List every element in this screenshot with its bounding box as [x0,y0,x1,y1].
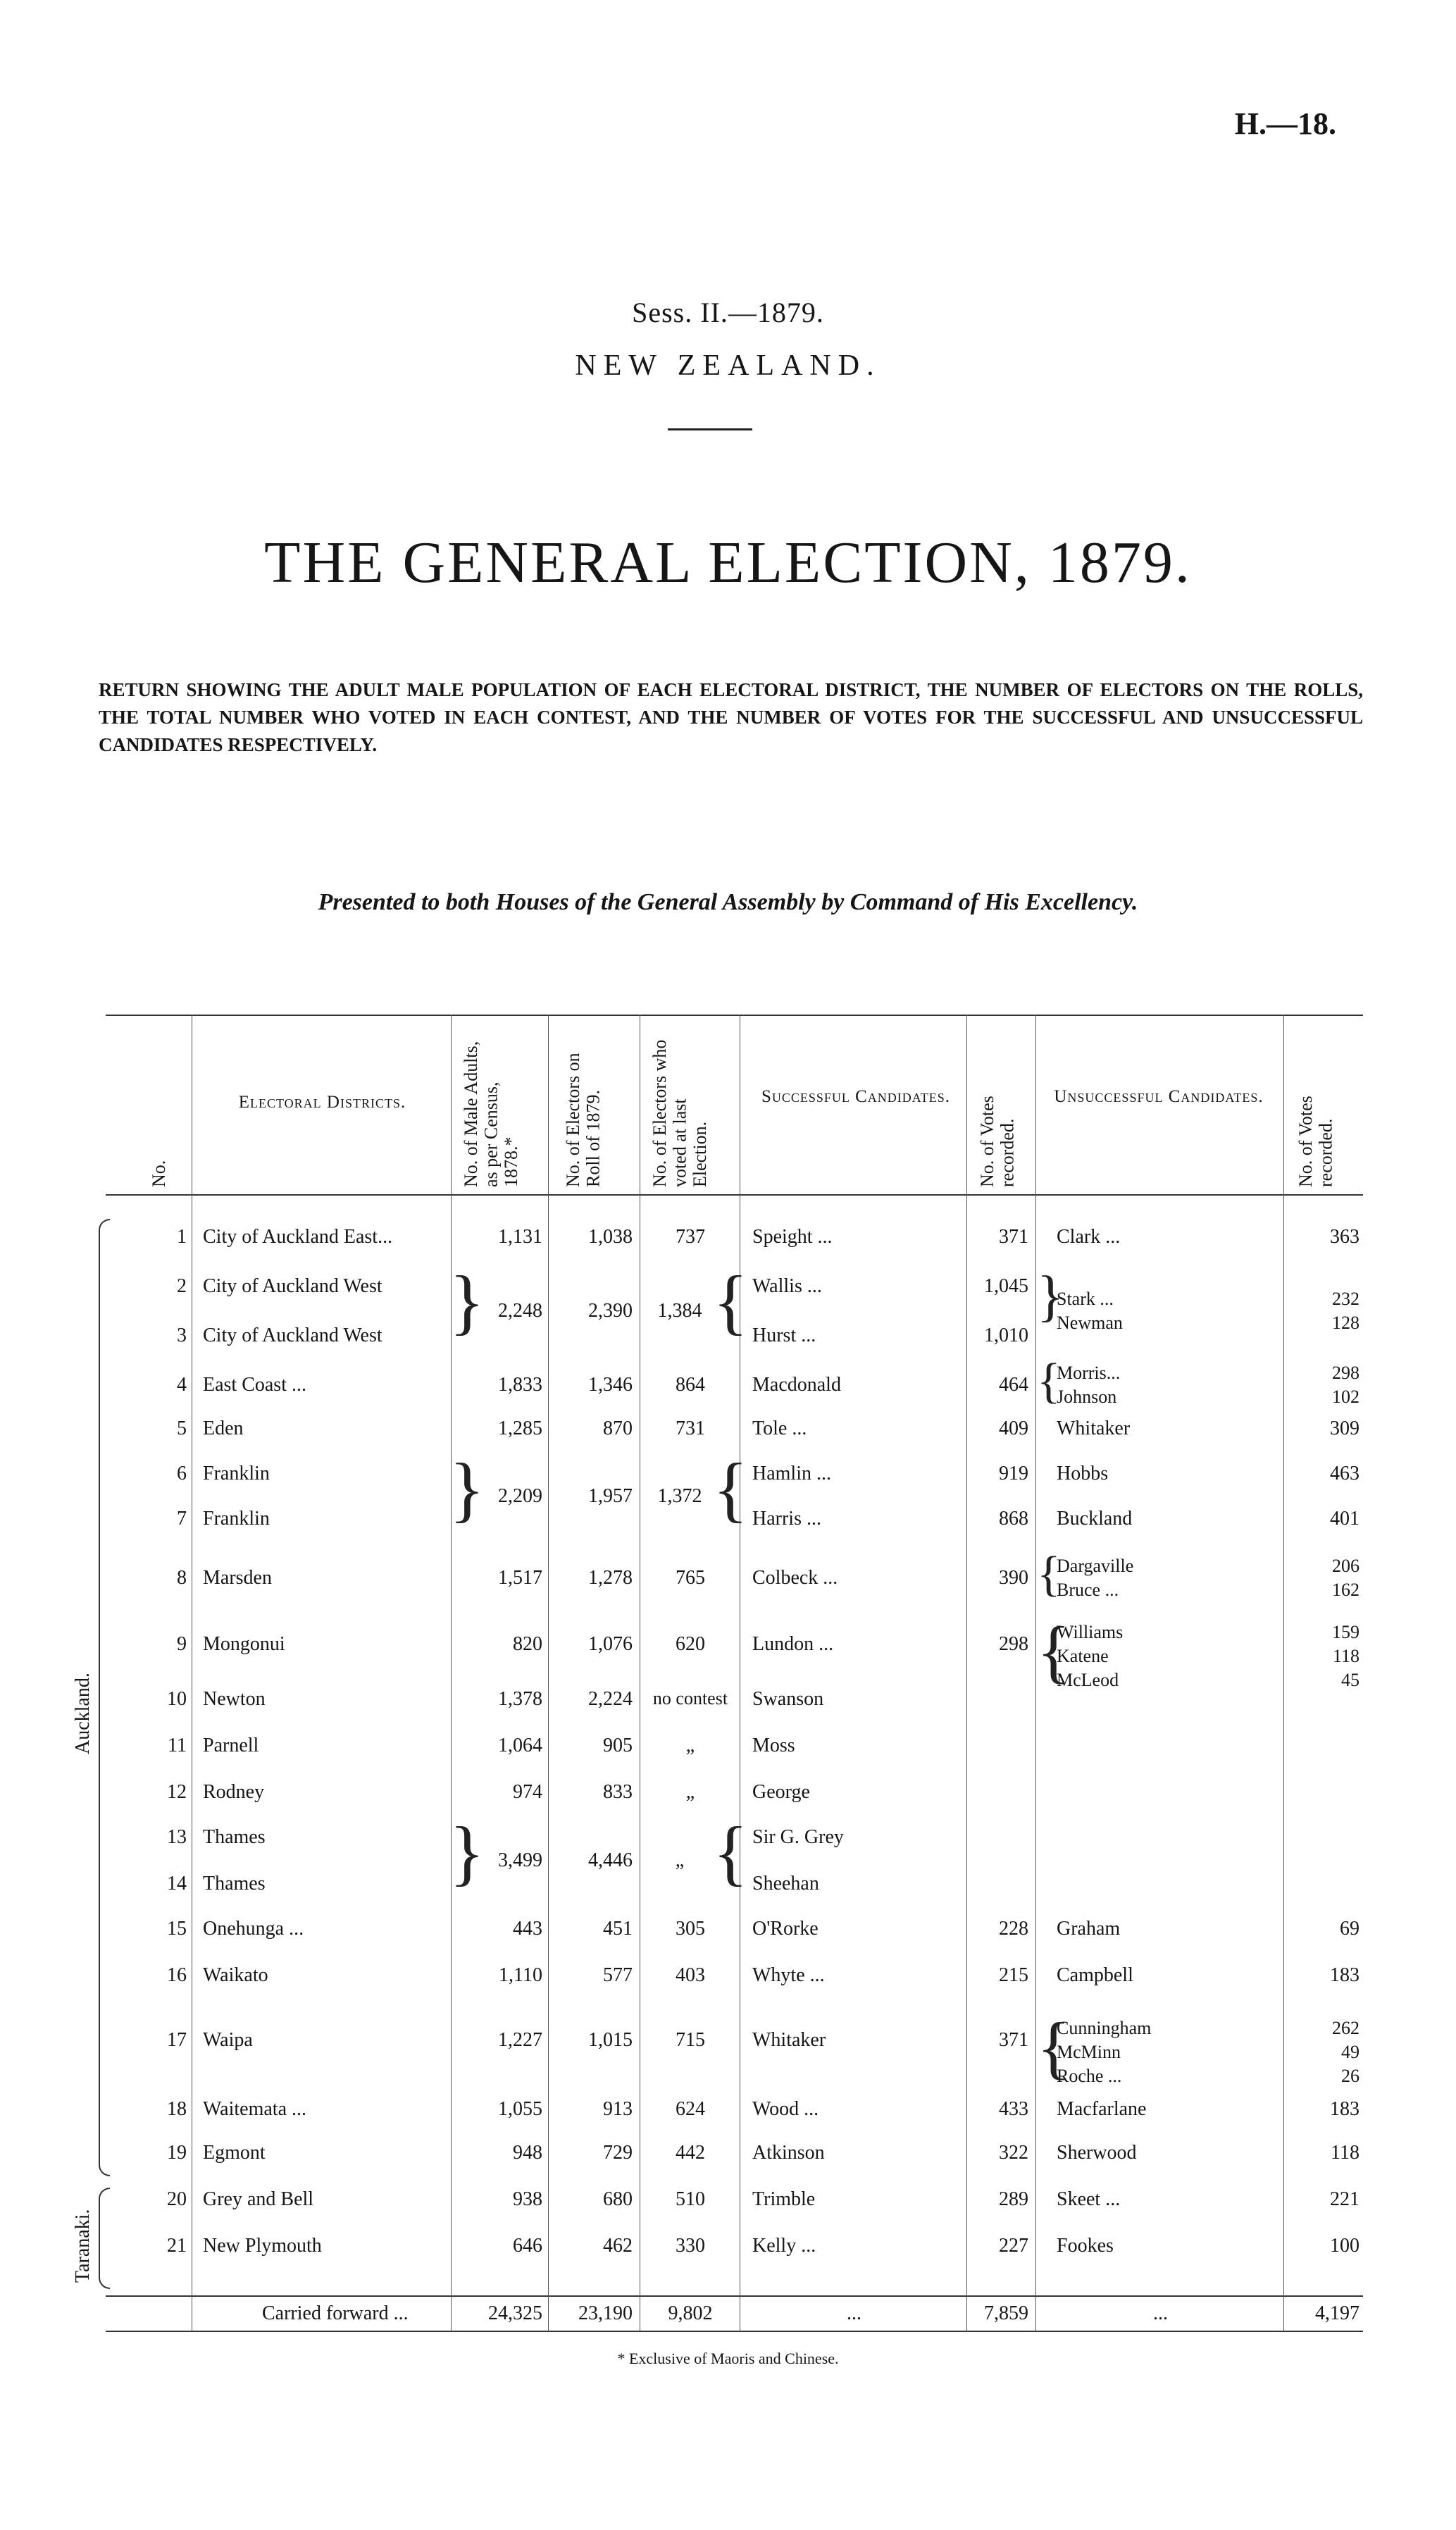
merge-brace: } [449,1261,485,1342]
presented-note: Presented to both Houses of the General Assembly by Command of His Excellency. [318,889,1138,915]
male-adults: 1,055 [498,2098,542,2120]
row-number: 11 [168,1735,187,1756]
electors-voted: 864 [676,1374,705,1396]
row-number: 14 [167,1873,187,1895]
totals-votes-unsuccessful: 4,197 [1315,2302,1359,2324]
electors-voted: „ [685,1735,695,1756]
district-name: Grey and Bell [203,2188,314,2210]
votes-unsuccessful: 69 [1340,1918,1359,1940]
header-rule [106,1194,1363,1196]
male-adults: 1,517 [498,1567,542,1589]
totals-roll: 23,190 [578,2302,633,2324]
successful-candidate: Swanson [752,1688,824,1710]
successful-candidate: Sir G. Grey [752,1826,844,1848]
votes-unsuccessful: 183 [1330,2098,1359,2120]
district-name: Onehunga ... [203,1918,304,1940]
male-adults: 820 [513,1633,542,1655]
electors-on-roll: 451 [603,1918,633,1940]
male-adults: 1,064 [498,1735,542,1756]
electors-voted: 1,372 [657,1485,702,1507]
male-adults: 1,227 [498,2029,542,2051]
district-name: East Coast ... [203,1374,306,1396]
totals-unsuccessful: ... [1153,2302,1168,2324]
electors-voted: 765 [676,1567,705,1589]
male-adults: 948 [513,2142,542,2164]
votes-successful: 1,045 [984,1275,1028,1297]
electors-on-roll: 913 [603,2098,633,2120]
unsuccessful-candidate: Clark ... [1057,1226,1121,1248]
header-votes-successful: No. of Votes recorded. [977,1096,1018,1187]
header-votes-unsuccessful: No. of Votes recorded. [1295,1096,1336,1187]
header-unsuccessful: Unsuccessful Candidates. [1054,1087,1264,1106]
unsuccessful-candidate: Sherwood [1057,2142,1137,2164]
merge-brace: { [713,1261,748,1342]
electors-on-roll: 870 [603,1418,633,1439]
electors-voted: 305 [676,1918,705,1940]
row-number: 1 [177,1226,187,1248]
row-number: 12 [167,1781,187,1803]
col-divider [1283,1015,1284,2332]
electors-on-roll: 905 [603,1735,633,1756]
successful-candidate: Tole ... [752,1418,807,1439]
row-number: 13 [167,1826,187,1848]
votes-successful: 1,010 [984,1325,1028,1346]
district-name: Parnell [203,1735,259,1756]
male-adults: 3,499 [498,1849,542,1871]
votes-unsuccessful: 100 [1330,2235,1359,2257]
totals-votes-successful: 7,859 [984,2302,1028,2324]
electors-on-roll: 1,038 [588,1226,633,1248]
votes-successful: 433 [999,2098,1028,2120]
table-bottom-rule [106,2331,1363,2332]
footnote: * Exclusive of Maoris and Chinese. [617,2350,839,2367]
region-bracket-taranaki [99,2188,110,2289]
unsuccessful-candidate: McLeod [1057,1670,1119,1690]
row-number: 10 [167,1688,187,1710]
totals-voted: 9,802 [668,2302,713,2324]
page-title: THE GENERAL ELECTION, 1879. [264,530,1192,595]
district-name: Waitemata ... [203,2098,307,2120]
unsuccessful-candidate: Hobbs [1057,1463,1109,1484]
electors-on-roll: 4,446 [588,1849,633,1871]
electors-voted: „ [685,1781,695,1803]
successful-candidate: Colbeck ... [752,1567,838,1589]
votes-unsuccessful: 221 [1330,2188,1359,2210]
col-divider [1035,1015,1036,2332]
votes-successful: 227 [999,2235,1028,2257]
votes-successful: 868 [999,1508,1028,1530]
electors-on-roll: 1,957 [588,1485,633,1507]
unsuccessful-candidate: Katene [1057,1646,1109,1666]
votes-successful: 371 [999,1226,1028,1248]
candidate-brace: { [1037,1354,1061,1408]
votes-unsuccessful: 232 [1332,1289,1359,1309]
votes-unsuccessful: 363 [1330,1226,1359,1248]
successful-candidate: Wallis ... [752,1275,822,1297]
votes-successful: 215 [999,1964,1028,1986]
session-line: Sess. II.—1879. [632,297,824,328]
votes-successful: 390 [999,1567,1028,1589]
unsuccessful-candidate: Graham [1057,1918,1121,1940]
district-name: Franklin [203,1508,270,1530]
electors-voted: 403 [676,1964,705,1986]
electors-on-roll: 462 [603,2235,633,2257]
return-description: RETURN SHOWING THE ADULT MALE POPULATION OF EACH ELECTORAL DISTRICT, THE NUMBER OF ELECTORS ON THE ROLLS, THE TOTAL NUMBER WHO VOTED IN EACH CONTEST, AND THE NUMBER OF VOTES FOR THE SUCCESSFUL AND UNSUCCESSFUL CANDIDATES RESPECTIVELY. [99,679,1363,756]
district-name: Waipa [203,2029,253,2051]
totals-label: Carried forward ... [262,2302,409,2324]
electors-voted: 624 [676,2098,705,2120]
male-adults: 2,248 [498,1300,542,1322]
votes-successful: 919 [999,1463,1028,1484]
header-adults: No. of Male Adults, as per Census, 1878.* [461,1041,522,1187]
merge-brace: } [449,1449,485,1530]
male-adults: 1,833 [498,1374,542,1396]
col-divider [548,1015,549,2332]
district-name: City of Auckland West [203,1275,382,1297]
male-adults: 1,131 [498,1226,542,1248]
electors-voted: 737 [676,1226,705,1248]
district-name: Rodney [203,1781,265,1803]
votes-unsuccessful: 45 [1341,1670,1359,1690]
successful-candidate: Whyte ... [752,1964,825,1986]
electors-voted: 1,384 [657,1300,702,1322]
votes-successful: 289 [999,2188,1028,2210]
votes-unsuccessful: 401 [1330,1508,1359,1530]
electors-voted: 510 [676,2188,705,2210]
row-number: 4 [177,1374,187,1396]
totals-adults: 24,325 [488,2302,542,2324]
document-code: H.—18. [1234,106,1336,141]
male-adults: 938 [513,2188,542,2210]
successful-candidate: Sheehan [752,1873,819,1895]
unsuccessful-candidate: Bruce ... [1057,1580,1119,1600]
header-no: No. [149,1160,169,1187]
district-name: Thames [203,1826,266,1848]
row-number: 16 [167,1964,187,1986]
unsuccessful-candidate: Stark ... [1057,1289,1114,1309]
male-adults: 1,110 [499,1964,542,1986]
votes-successful: 371 [999,2029,1028,2051]
successful-candidate: Hurst ... [752,1325,816,1346]
successful-candidate: George [752,1781,810,1803]
electors-on-roll: 680 [603,2188,633,2210]
unsuccessful-candidate: Morris... [1057,1363,1121,1383]
electors-on-roll: 1,015 [588,2029,633,2051]
successful-candidate: Trimble [752,2188,816,2210]
successful-candidate: Wood ... [752,2098,819,2120]
totals-rule [106,2295,1363,2297]
successful-candidate: Macdonald [752,1374,841,1396]
totals-successful: ... [847,2302,861,2324]
electors-on-roll: 577 [603,1964,633,1986]
row-number: 17 [167,2029,187,2051]
successful-candidate: Moss [752,1735,795,1756]
row-number: 20 [167,2188,187,2210]
row-number: 3 [177,1325,187,1346]
unsuccessful-candidate: Whitaker [1057,1418,1131,1439]
votes-unsuccessful: 298 [1332,1363,1359,1383]
votes-unsuccessful: 118 [1332,1646,1359,1666]
male-adults: 646 [513,2235,542,2257]
district-name: Mongonui [203,1633,285,1655]
district-name: Egmont [203,2142,266,2164]
unsuccessful-candidate: Roche ... [1057,2066,1122,2086]
row-number: 2 [177,1275,187,1297]
votes-successful: 228 [999,1918,1028,1940]
unsuccessful-candidate: Buckland [1057,1508,1133,1530]
col-divider [966,1015,967,2332]
successful-candidate: Whitaker [752,2029,826,2051]
row-number: 7 [177,1508,187,1530]
merge-brace: { [713,1812,748,1893]
successful-candidate: O'Rorke [752,1918,819,1940]
successful-candidate: Speight ... [752,1226,833,1248]
header-successful: Successful Candidates. [761,1087,951,1106]
col-divider [451,1015,452,2332]
electors-on-roll: 1,076 [588,1633,633,1655]
successful-candidate: Hamlin ... [752,1463,831,1484]
candidate-brace: { [1037,2008,1071,2086]
region-auckland: Auckland. [72,1673,94,1754]
merge-brace: { [713,1449,748,1530]
row-number: 9 [177,1633,187,1655]
electors-voted: 715 [676,2029,705,2051]
unsuccessful-candidate: Newman [1057,1313,1123,1333]
region-taranaki: Taranaki. [72,2209,94,2283]
votes-unsuccessful: 309 [1330,1418,1359,1439]
district-name: City of Auckland East... [203,1226,393,1248]
votes-successful: 409 [999,1418,1028,1439]
unsuccessful-candidate: Fookes [1057,2235,1114,2257]
row-number: 6 [177,1463,187,1484]
electors-voted: 442 [676,2142,705,2164]
row-number: 18 [167,2098,187,2120]
unsuccessful-candidate: Johnson [1057,1387,1117,1407]
male-adults: 443 [513,1918,542,1940]
electors-on-roll: 729 [603,2142,633,2164]
male-adults: 1,285 [498,1418,542,1439]
successful-candidate: Kelly ... [752,2235,816,2257]
votes-unsuccessful: 183 [1330,1964,1359,1986]
row-number: 21 [167,2235,187,2257]
male-adults: 974 [513,1781,542,1803]
votes-successful: 298 [999,1633,1028,1655]
table-top-rule [106,1015,1363,1016]
candidate-brace: { [1037,1547,1061,1601]
electors-voted: „ [675,1849,685,1871]
district-name: Newton [203,1688,266,1710]
electors-voted: no contest [652,1688,728,1709]
unsuccessful-candidate: Dargaville [1057,1556,1134,1576]
candidate-brace: } [1037,1265,1064,1327]
unsuccessful-candidate: Skeet ... [1057,2188,1121,2210]
candidate-brace: { [1037,1612,1071,1690]
district-name: Thames [203,1873,266,1895]
district-name: Marsden [203,1567,272,1589]
votes-successful: 464 [999,1374,1028,1396]
row-number: 15 [167,1918,187,1940]
unsuccessful-candidate: Williams [1057,1622,1124,1642]
region-bracket-auckland [99,1219,110,2176]
district-name: Eden [203,1418,244,1439]
votes-unsuccessful: 49 [1341,2042,1359,2062]
votes-unsuccessful: 128 [1332,1313,1359,1333]
votes-unsuccessful: 159 [1332,1622,1359,1642]
votes-unsuccessful: 262 [1332,2018,1359,2038]
successful-candidate: Atkinson [752,2142,825,2164]
votes-unsuccessful: 206 [1332,1556,1359,1576]
electors-voted: 620 [676,1633,705,1655]
votes-unsuccessful: 26 [1341,2066,1359,2086]
electors-voted: 731 [676,1418,705,1439]
electors-on-roll: 2,390 [588,1300,633,1322]
votes-successful: 322 [999,2142,1028,2164]
divider [668,428,752,430]
unsuccessful-candidate: McMinn [1057,2042,1121,2062]
district-name: City of Auckland West [203,1325,382,1346]
header-district: Electoral Districts. [238,1093,406,1112]
electors-on-roll: 2,224 [588,1688,633,1710]
successful-candidate: Lundon ... [752,1633,834,1655]
header-voted: No. of Electors who voted at last Election. [649,1039,711,1187]
merge-brace: } [449,1812,485,1893]
election-table [72,1015,1363,2332]
row-number: 5 [177,1418,187,1439]
country-line: NEW ZEALAND. [575,349,881,382]
district-name: Waikato [203,1964,268,1986]
unsuccessful-candidate: Campbell [1057,1964,1133,1986]
male-adults: 1,378 [498,1688,542,1710]
electors-voted: 330 [676,2235,705,2257]
unsuccessful-candidate: Cunningham [1057,2018,1152,2038]
district-name: New Plymouth [203,2235,322,2257]
district-name: Franklin [203,1463,270,1484]
votes-unsuccessful: 118 [1331,2142,1359,2164]
votes-unsuccessful: 102 [1332,1387,1359,1407]
electors-on-roll: 1,346 [588,1374,633,1396]
row-number: 8 [177,1567,187,1589]
votes-unsuccessful: 162 [1332,1580,1359,1600]
header-roll: No. of Electors on Roll of 1879. [563,1053,604,1187]
votes-unsuccessful: 463 [1330,1463,1359,1484]
electors-on-roll: 833 [603,1781,633,1803]
successful-candidate: Harris ... [752,1508,821,1530]
electors-on-roll: 1,278 [588,1567,633,1589]
unsuccessful-candidate: Macfarlane [1057,2098,1147,2120]
male-adults: 2,209 [498,1485,542,1507]
row-number: 19 [167,2142,187,2164]
